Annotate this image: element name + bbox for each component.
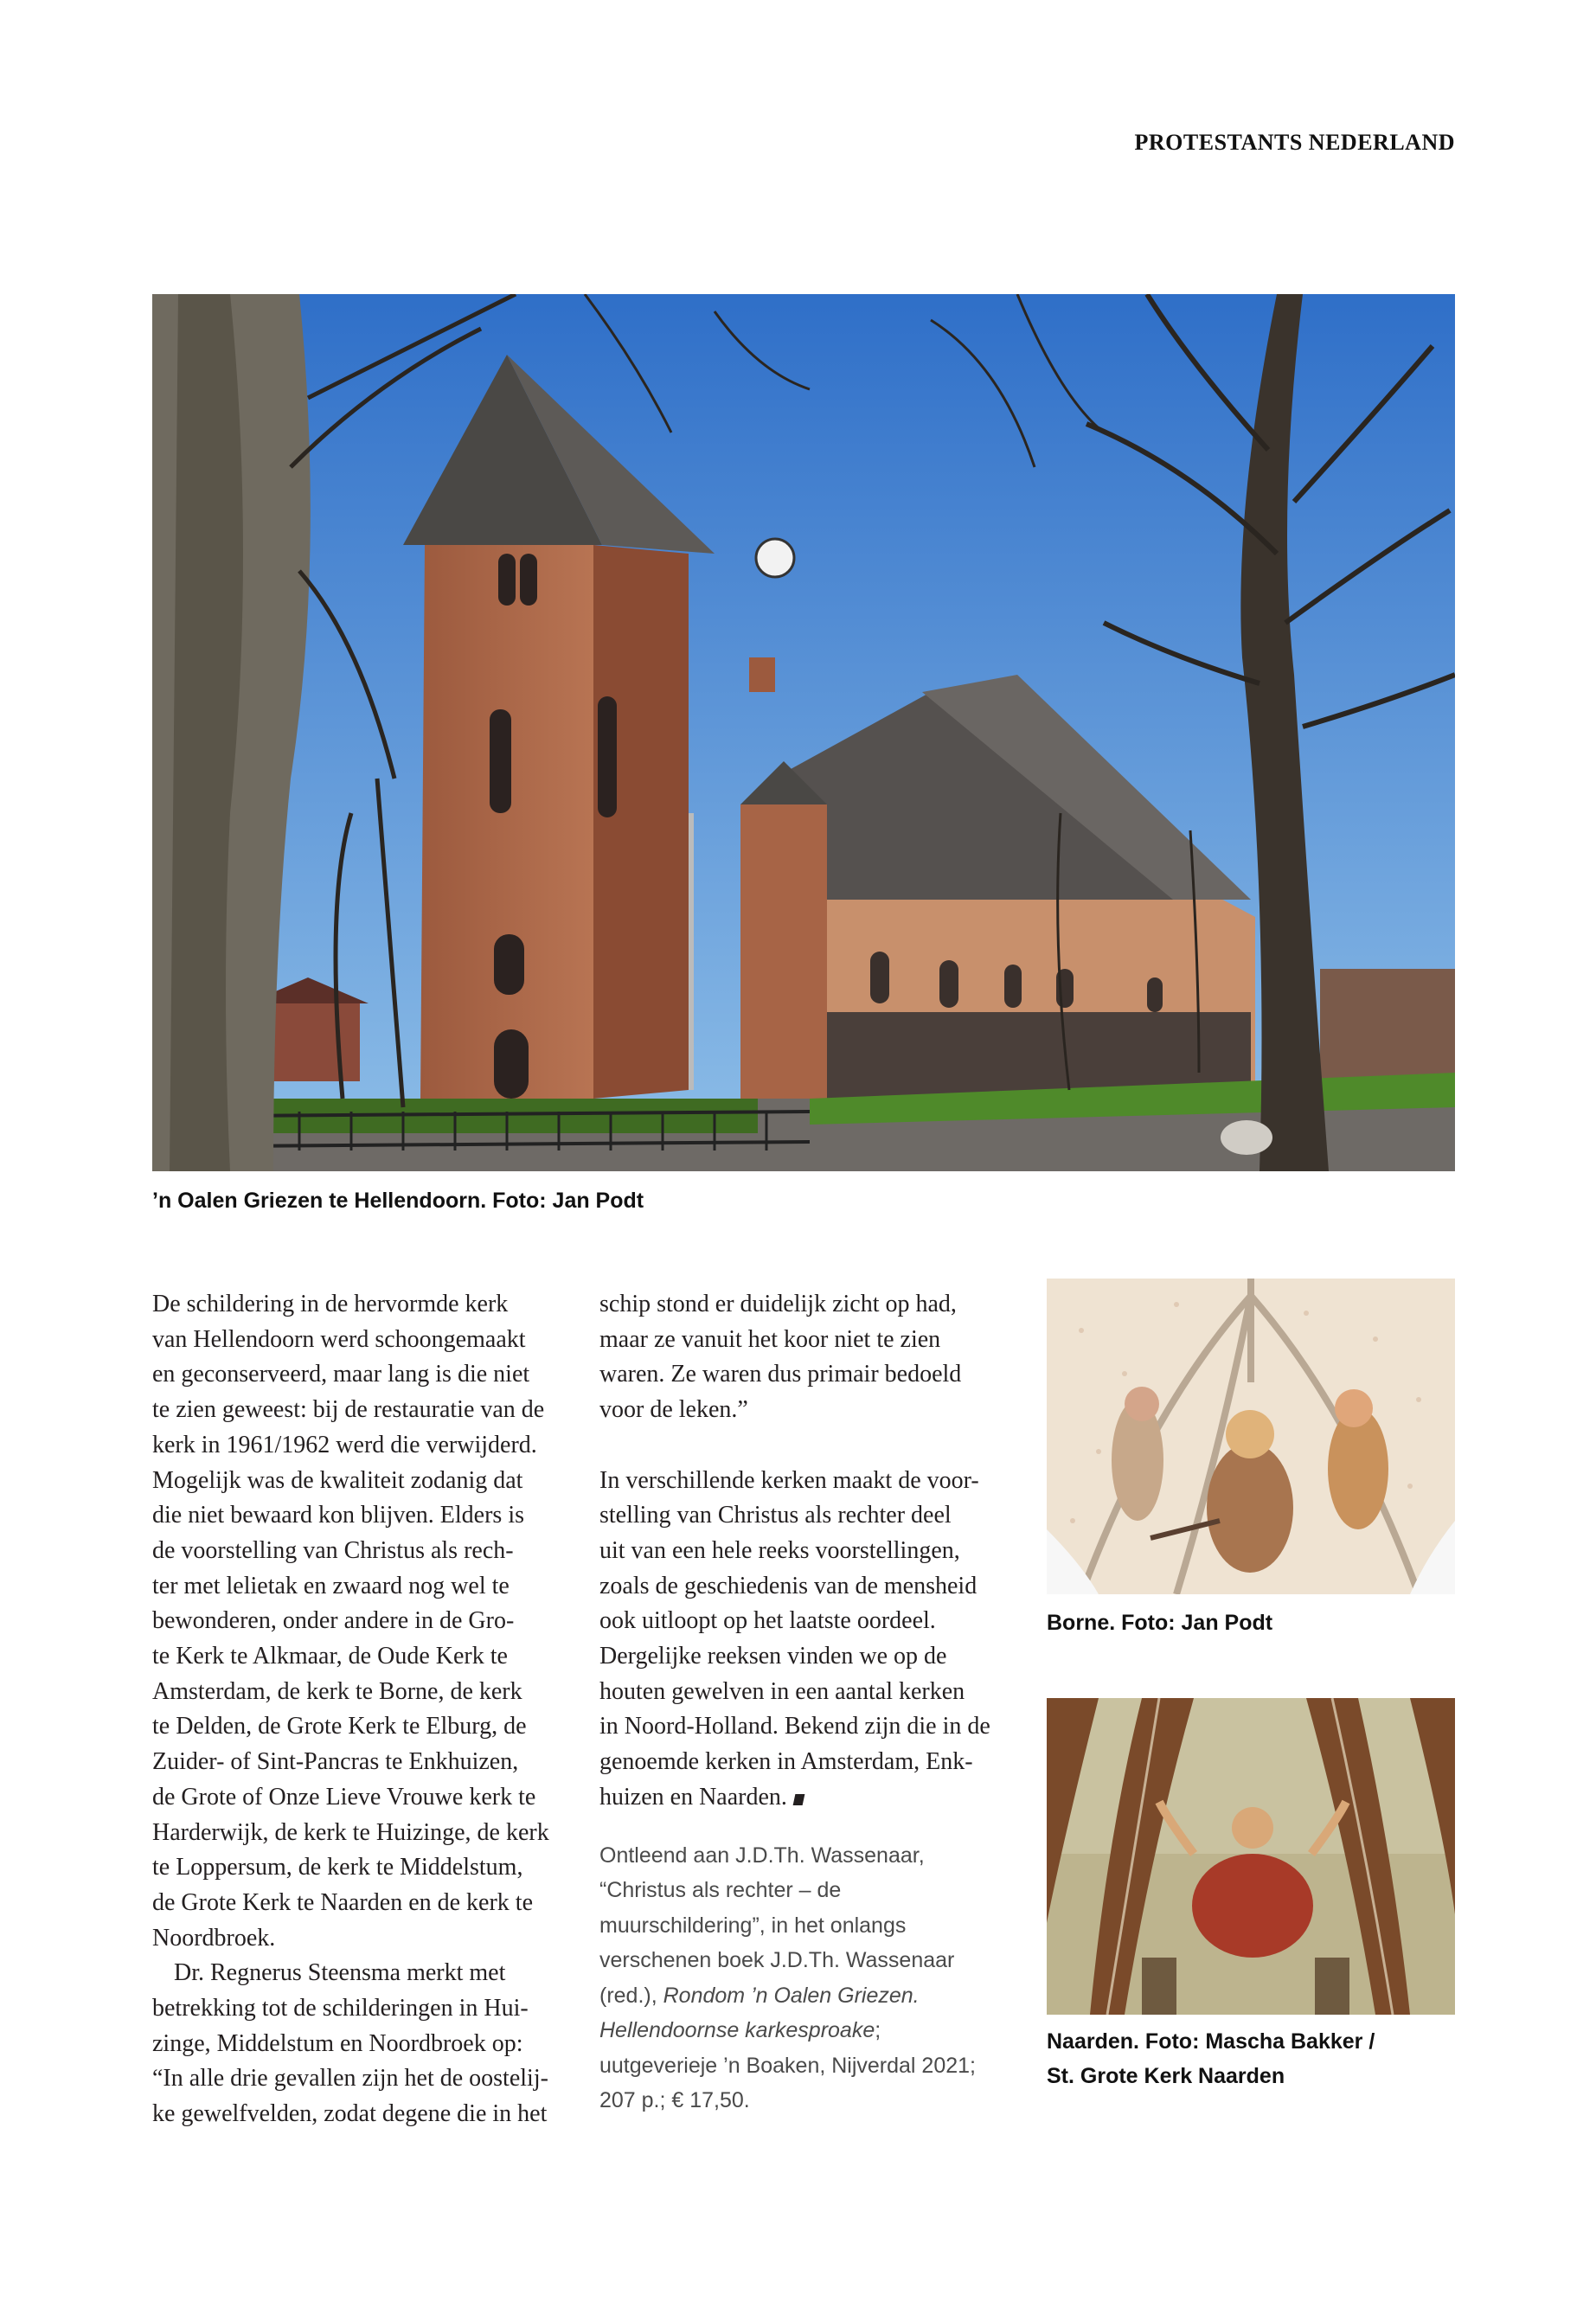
paragraph [152, 1287, 576, 1956]
church-photo-illustration [152, 294, 1455, 1171]
text-line: te Delden, de Grote Kerk te Elburg, de [152, 1713, 527, 1740]
article-column-2 [599, 1287, 1015, 2118]
text-line: genoemde kerken in Amsterdam, Enk- [599, 1748, 973, 1776]
text-line: de voorstelling van Christus als rech- [152, 1536, 514, 1564]
text-line: ke gewelfvelden, zodat degene die in het [152, 2100, 548, 2128]
source-line: Ontleend aan J.D.Th. Wassenaar, [599, 1843, 925, 1868]
source-text: (red.), [599, 1983, 663, 2008]
paragraph [599, 1287, 1015, 1428]
text-line: stelling van Christus als rechter deel [599, 1502, 952, 1529]
paragraph [599, 1464, 1015, 1816]
text-line: Noordbroek. [152, 1924, 276, 1952]
running-header: PROTESTANTS NEDERLAND [1134, 130, 1455, 155]
text-line: In verschillende kerken maakt de voor- [599, 1466, 979, 1494]
source-note [599, 1838, 1015, 2118]
paragraph-gap [599, 1428, 1015, 1464]
source-line: verschenen boek J.D.Th. Wassenaar [599, 1948, 955, 1973]
text-line: zinge, Middelstum en Noordbroek op: [152, 2029, 523, 2057]
naarden-photo-caption [1047, 2024, 1462, 2093]
text-line: Amsterdam, de kerk te Borne, de kerk [152, 1677, 522, 1705]
text-line: Dergelijke reeksen vinden we op de [599, 1643, 947, 1670]
source-line [599, 2013, 1015, 2048]
book-title: Rondom ’n Oalen Griezen. [663, 1983, 920, 2008]
caption-line: Naarden. Foto: Mascha Bakker / [1047, 2029, 1375, 2054]
text-line: kerk in 1961/1962 werd die verwijderd. [152, 1431, 537, 1458]
text-line: te Kerk te Alkmaar, de Oude Kerk te [152, 1643, 508, 1670]
text-line: waren. Ze waren dus primair bedoeld [599, 1361, 962, 1388]
church-photo [152, 294, 1455, 1171]
text-line: die niet bewaard kon blijven. Elders is [152, 1502, 524, 1529]
text-line: van Hellendoorn werd schoongemaakt [152, 1325, 526, 1353]
text-line: uit van een hele reeks voorstellingen, [599, 1536, 960, 1564]
text-line: ter met lelietak en zwaard nog wel te [152, 1572, 510, 1599]
source-line: 207 p.; € 17,50. [599, 2088, 750, 2113]
text-line: schip stond er duidelijk zicht op had, [599, 1291, 957, 1317]
main-photo-caption: ’n Oalen Griezen te Hellendoorn. Foto: Jan Podt [152, 1189, 644, 1213]
text-line: ook uitloopt op het laatste oordeel. [599, 1607, 936, 1635]
text-line: “In alle drie gevallen zijn het de oostelij- [152, 2065, 548, 2093]
text-line: bewonderen, onder andere in de Gro- [152, 1607, 515, 1635]
article-column-1 [152, 1287, 576, 2132]
source-text: ; [875, 2018, 881, 2043]
borne-photo-caption: Borne. Foto: Jan Podt [1047, 1611, 1273, 1635]
text-line-content: huizen en Naarden. [599, 1783, 787, 1811]
text-line: in Noord-Holland. Bekend zijn die in de [599, 1713, 990, 1740]
source-line: muurschildering”, in het onlangs [599, 1913, 907, 1938]
text-line: voor de leken.” [599, 1396, 748, 1424]
naarden-photo [1047, 1698, 1455, 2015]
text-line: betrekking tot de schilderingen in Hui- [152, 1995, 529, 2022]
end-of-article-mark [793, 1794, 805, 1805]
text-line: de Grote of Onze Lieve Vrouwe kerk te [152, 1783, 536, 1811]
text-line: Mogelijk was de kwaliteit zodanig dat [152, 1466, 523, 1494]
text-line: houten gewelven in een aantal kerken [599, 1677, 965, 1705]
text-line: en geconserveerd, maar lang is die niet [152, 1361, 530, 1388]
text-line: Dr. Regnerus Steensma merkt met [174, 1959, 506, 1987]
borne-vault-painting [1047, 1279, 1455, 1594]
book-subtitle: Hellendoornse karkesproake [599, 2018, 875, 2043]
text-line [599, 1780, 1015, 1816]
text-line: Harderwijk, de kerk te Huizinge, de kerk [152, 1818, 549, 1846]
borne-photo [1047, 1279, 1455, 1594]
text-line: te zien geweest: bij de restauratie van de [152, 1396, 545, 1424]
source-line [599, 1978, 1015, 2014]
text-line: te Loppersum, de kerk te Middelstum, [152, 1854, 523, 1881]
text-line: De schildering in de hervormde kerk [152, 1291, 509, 1317]
text-line: zoals de geschiedenis van de mensheid [599, 1572, 977, 1599]
paragraph [152, 1956, 576, 2132]
naarden-vault-painting [1047, 1698, 1455, 2015]
caption-line: St. Grote Kerk Naarden [1047, 2064, 1285, 2088]
text-line: Zuider- of Sint-Pancras te Enkhuizen, [152, 1748, 519, 1776]
source-line: “Christus als rechter – de [599, 1878, 842, 1903]
text-line: de Grote Kerk te Naarden en de kerk te [152, 1888, 534, 1916]
text-line: maar ze vanuit het koor niet te zien [599, 1325, 941, 1353]
source-line: uutgeverieje ’n Boaken, Nijverdal 2021; [599, 2053, 976, 2078]
